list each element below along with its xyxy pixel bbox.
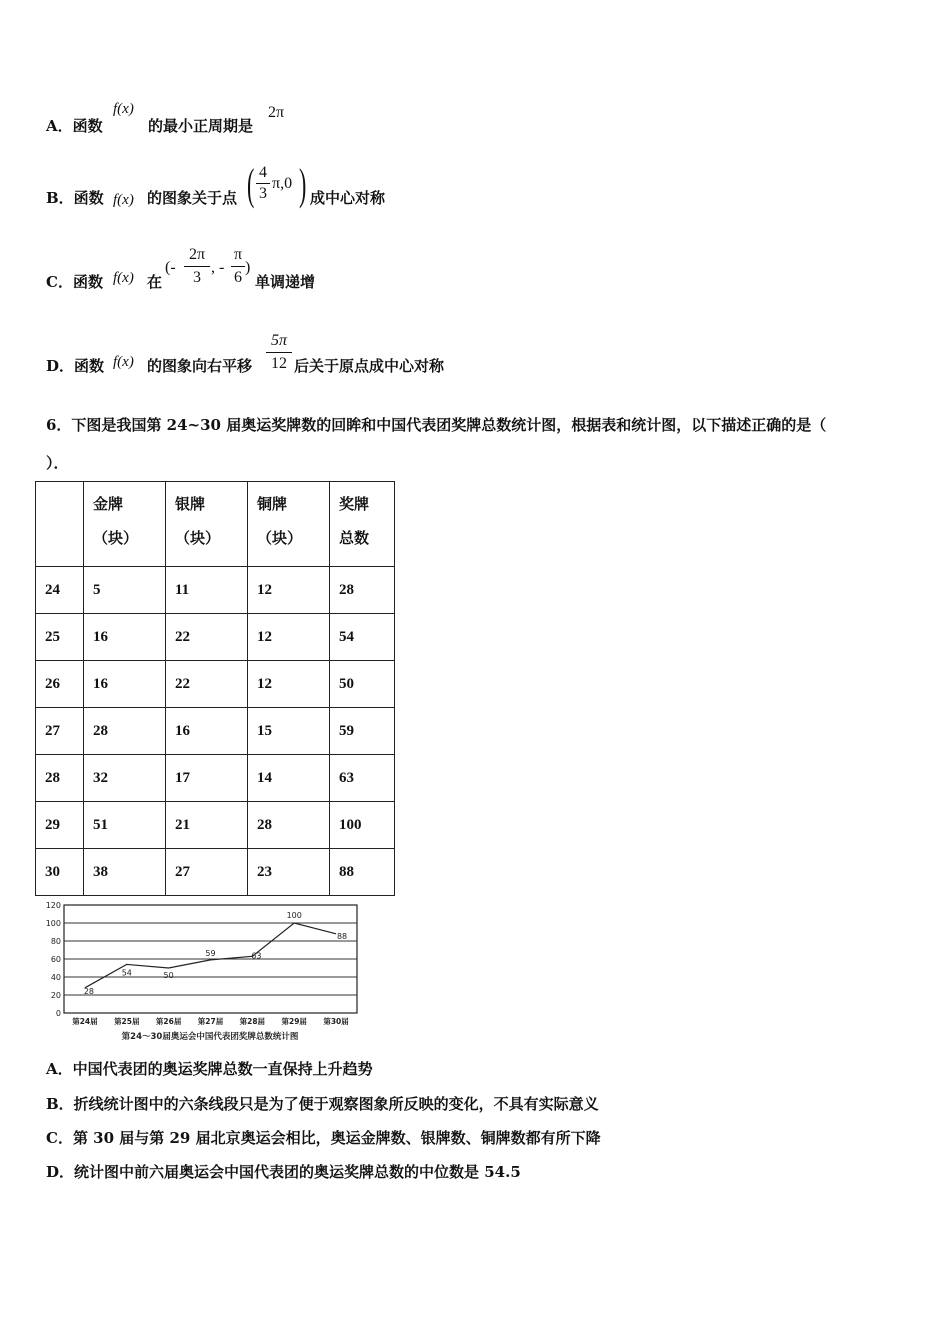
option-c-label: C．函数 bbox=[46, 273, 103, 291]
option-d-label: D．函数 bbox=[46, 357, 105, 375]
option-b-fx: f(x) bbox=[113, 192, 134, 208]
option-b-open-paren: ( bbox=[247, 160, 255, 209]
header-line: （块） bbox=[175, 531, 221, 547]
option-b-text: 的图象关于点 bbox=[147, 189, 238, 207]
table-cell: 100 bbox=[330, 802, 395, 849]
table-cell: 14 bbox=[248, 755, 330, 802]
option-b-den: 3 bbox=[256, 183, 270, 204]
chart-y-tick-label: 60 bbox=[50, 955, 61, 964]
chart-data-label: 88 bbox=[336, 931, 348, 941]
chart-x-tick-label: 第26届 bbox=[155, 1017, 182, 1026]
option-d-den: 12 bbox=[266, 352, 292, 375]
table-cell: 12 bbox=[248, 567, 330, 614]
table-cell: 22 bbox=[166, 661, 248, 708]
table-cell: 32 bbox=[84, 755, 166, 802]
chart-data-label: 63 bbox=[251, 951, 262, 961]
header-line: 银牌 bbox=[175, 497, 206, 513]
answer-d: D．统计图中前六届奥运会中国代表团的奥运奖牌总数的中位数是 54.5 bbox=[46, 1163, 521, 1181]
chart-x-tick-label: 第29届 bbox=[281, 1017, 307, 1026]
table-cell: 11 bbox=[166, 567, 248, 614]
chart-data-label: 54 bbox=[121, 968, 132, 978]
option-d bbox=[46, 355, 104, 376]
table-cell: 38 bbox=[84, 849, 166, 896]
table-cell: 29 bbox=[36, 802, 84, 849]
option-b bbox=[46, 187, 104, 208]
table-cell: 50 bbox=[330, 661, 395, 708]
option-c-end: 单调递增 bbox=[255, 273, 316, 291]
option-c-num2: π bbox=[233, 246, 243, 263]
option-d-fraction bbox=[266, 330, 292, 375]
table-cell: 12 bbox=[248, 661, 330, 708]
chart-data-label: 28 bbox=[83, 986, 95, 996]
table-cell: 12 bbox=[248, 614, 330, 661]
question-6-line2: ）． bbox=[46, 454, 69, 472]
chart-y-tick-label: 40 bbox=[50, 973, 61, 982]
option-c bbox=[46, 271, 103, 292]
option-c-num1: 2π bbox=[188, 246, 206, 263]
table-cell: 21 bbox=[166, 802, 248, 849]
table-cell: 51 bbox=[84, 802, 166, 849]
table-cell: 25 bbox=[36, 614, 84, 661]
option-a bbox=[46, 115, 103, 136]
table-header-row bbox=[36, 482, 395, 567]
option-b-end: 成中心对称 bbox=[310, 189, 386, 207]
option-c-fraction-2 bbox=[231, 244, 245, 289]
table-row bbox=[36, 567, 395, 614]
option-c-text: 在 bbox=[147, 273, 163, 291]
option-d-text: 的图象向右平移 bbox=[147, 357, 253, 375]
header-line: （块） bbox=[257, 531, 303, 547]
option-d-num: 5π bbox=[270, 332, 287, 349]
chart-y-tick-label: 0 bbox=[55, 1009, 61, 1018]
option-d-end: 后关于原点成中心对称 bbox=[294, 357, 445, 375]
chart-data-label: 50 bbox=[163, 971, 174, 980]
table-header-cell bbox=[166, 482, 248, 567]
table-row bbox=[36, 661, 395, 708]
option-b-num: 4 bbox=[259, 164, 267, 181]
answer-b: B．折线统计图中的六条线段只是为了便于观察图象所反映的变化，不具有实际意义 bbox=[46, 1095, 599, 1113]
table-cell: 59 bbox=[330, 708, 395, 755]
chart-x-axis bbox=[72, 1016, 349, 1026]
chart-y-tick-label: 100 bbox=[45, 919, 61, 928]
option-c-den1: 3 bbox=[184, 266, 210, 289]
question-6-line1: 6．下图是我国第 24~30 届奥运奖牌数的回眸和中国代表团奖牌总数统计图，根据表和统计图，以下描述正确的是（ bbox=[46, 416, 827, 434]
table-cell: 5 bbox=[84, 567, 166, 614]
table-cell: 88 bbox=[330, 849, 395, 896]
table-cell: 15 bbox=[248, 708, 330, 755]
option-b-label: B．函数 bbox=[46, 189, 104, 207]
option-a-text: 的最小正周期是 bbox=[148, 117, 254, 135]
table-cell: 54 bbox=[330, 614, 395, 661]
chart-x-tick-label: 第25届 bbox=[114, 1017, 140, 1026]
chart-data-label: 59 bbox=[205, 948, 216, 958]
table-row bbox=[36, 802, 395, 849]
medal-line-chart bbox=[36, 897, 366, 1047]
option-a-label: A．函数 bbox=[46, 117, 103, 135]
table-row bbox=[36, 614, 395, 661]
chart-data-label: 100 bbox=[286, 911, 302, 920]
table-row bbox=[36, 849, 395, 896]
option-c-den2: 6 bbox=[231, 266, 245, 289]
table-header-cell bbox=[248, 482, 330, 567]
chart-x-tick-label: 第27届 bbox=[197, 1017, 224, 1026]
chart-x-tick-label: 第24届 bbox=[72, 1017, 98, 1026]
table-header-cell bbox=[36, 482, 84, 567]
chart-y-tick-label: 120 bbox=[45, 901, 61, 910]
option-c-fx: f(x) bbox=[113, 270, 134, 286]
header-line: 金牌 bbox=[93, 497, 124, 513]
table-cell: 16 bbox=[84, 614, 166, 661]
chart-y-tick-label: 80 bbox=[50, 937, 61, 946]
table-cell: 17 bbox=[166, 755, 248, 802]
table-cell: 16 bbox=[84, 661, 166, 708]
medal-table bbox=[35, 481, 395, 896]
chart-y-axis bbox=[46, 901, 61, 1018]
table-cell: 28 bbox=[248, 802, 330, 849]
table-cell: 22 bbox=[166, 614, 248, 661]
header-line: 铜牌 bbox=[257, 497, 288, 513]
table-cell: 28 bbox=[36, 755, 84, 802]
header-line: 奖牌 bbox=[339, 497, 370, 513]
table-row bbox=[36, 755, 395, 802]
table-cell: 30 bbox=[36, 849, 84, 896]
option-c-close: ) bbox=[245, 259, 251, 276]
table-cell: 26 bbox=[36, 661, 84, 708]
table-cell: 28 bbox=[84, 708, 166, 755]
table-cell: 16 bbox=[166, 708, 248, 755]
chart-x-tick-label: 第28届 bbox=[239, 1017, 266, 1026]
header-line: （块） bbox=[93, 531, 139, 547]
table-row bbox=[36, 708, 395, 755]
table-cell: 63 bbox=[330, 755, 395, 802]
table-cell: 28 bbox=[330, 567, 395, 614]
table-header-cell bbox=[84, 482, 166, 567]
chart-x-tick-label: 第30届 bbox=[323, 1017, 349, 1026]
table-cell: 27 bbox=[36, 708, 84, 755]
chart-y-tick-label: 20 bbox=[50, 991, 61, 1000]
table-cell: 24 bbox=[36, 567, 84, 614]
option-b-close-paren: ) bbox=[299, 160, 307, 209]
answer-c: C．第 30 届与第 29 届北京奥运会相比，奥运金牌数、银牌数、铜牌数都有所下降 bbox=[46, 1129, 601, 1147]
option-a-value: 2π bbox=[268, 104, 285, 121]
option-c-fraction-1 bbox=[184, 244, 210, 289]
header-line: 总数 bbox=[339, 531, 370, 547]
answer-a: A．中国代表团的奥运奖牌总数一直保持上升趋势 bbox=[46, 1060, 373, 1078]
option-a-fx: f(x) bbox=[113, 101, 134, 117]
option-c-open: (- bbox=[165, 259, 176, 276]
table-cell: 23 bbox=[248, 849, 330, 896]
chart-title: 第24～30届奥运会中国代表团奖牌总数统计图 bbox=[121, 1032, 299, 1042]
table-cell: 27 bbox=[166, 849, 248, 896]
table-header-cell bbox=[330, 482, 395, 567]
option-b-fraction bbox=[256, 163, 270, 204]
option-b-tail: π,0 bbox=[272, 175, 293, 192]
option-d-fx: f(x) bbox=[113, 354, 134, 370]
option-c-sep: , - bbox=[211, 259, 225, 276]
